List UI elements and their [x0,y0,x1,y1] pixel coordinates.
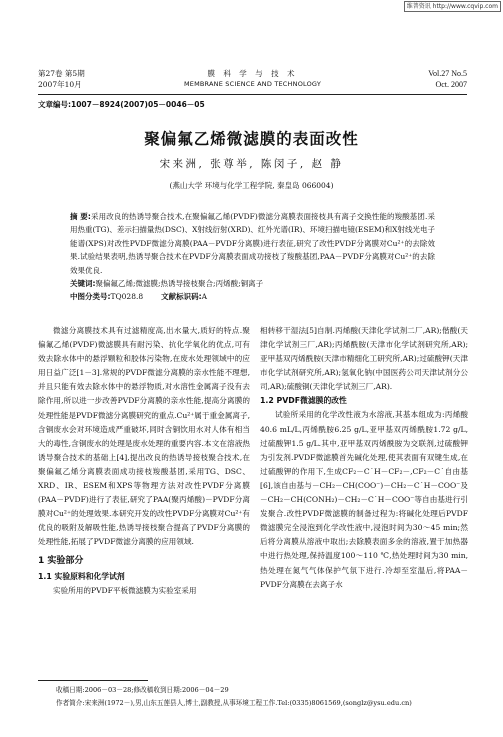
journal-name-en: MEMBRANE SCIENCE AND TECHNOLOGY [183,80,322,88]
document-code-label: 文献标识码: [161,292,202,302]
modification-paragraph: 试验所采用的化学改性液为水溶液,其基本组成为:丙烯酸40.6 mL/L,丙烯酰胺6.25 g/L,亚甲基双丙烯酰胺1.72 g/L,过硫酸钾1.5 g/L.其中,亚甲基双丙烯酰胺为交联剂,过硫酸钾为引发剂.PVDF微滤膜首先碱化处理,使其表面有双键生成,在过硫酸钾的作用下,生成CF₂－C˙H－CF₂－,CF₂－C˙自由基[6],该自由基与－CH₂－CH(COO⁻)－CH₂－C˙H－COO⁻及－CH₂－CH(CONH₂)－CH₂－C˙H－COO⁻等自由基进行引发聚合.改性PVDF微滤膜的制备过程为:将碱化处理后PVDF微滤膜完全浸泡到化学改性液中,浸泡时间为30～45 min;然后将分离膜从溶液中取出;去除膜表面多余的溶液,置于加热器中进行热处理,保持温度100～110 ℃,热处理时间为30 min,热处理在氮气气体保护气氛下进行.冷却至室温后,将PAA－PVDF分离膜在去离子水 [260,410,468,589]
running-head-date: 2007年10月 [38,80,82,89]
subsection-heading-modification: 1.2 PVDF微滤膜的改性 [260,396,347,406]
journal-name-cn: 膜 科 学 与 技 术 [207,69,298,78]
paper-title: 聚偏氟乙烯微滤膜的表面改性 [144,130,359,148]
subsection-heading-materials: 1.1 实验原料和化学试剂 [38,571,125,581]
watermark: 维普资讯 http://www.cqvip.com [404,1,501,12]
intro-paragraph: 微滤分离膜技术具有过滤精度高,出水量大,质好的特点.聚偏氟乙烯(PVDF)微滤膜具有耐污染、抗化学氧化的优点,可有效去除水体中的悬浮颗粒和胶体污染物,在废水处理领域中的应用日益广泛[1－3].常规的PVDF微滤分离膜的亲水性能不理想,并且只能有效去除水体中的悬浮物质,对水溶性金属离子没有去除作用,所以进一步改善PVDF分离膜的亲水性能,提高分离膜的处理性能是PVDF微滤分离膜研究的重点.Cu²⁺属于重金属离子,含铜废水会对环境造成严重破坏,同时含铜饮用水对人体有相当大的毒性,含铜废水的处理是废水处理的重要内容.本文在溶液热诱导聚合技术的基础上[4],提出改良的热诱导接枝聚合技术,在聚偏氟乙烯分离膜表面成功接枝羧酸基团,采用TG、DSC、XRD、IR、ESEM和XPS等物理方法对改性PVDF分离膜(PAA－PVDF)进行了表征,研究了PAA(聚丙烯酸)－PVDF分离膜对Cu²⁺的处理效果.本研究开发的改性PVDF分离膜对Cu²⁺有优良的吸附及解吸性能,热诱导接枝聚合提高了PVDF分离膜的处理性能,拓展了PVDF微滤分离膜的应用领域. [38,326,250,547]
running-head-journal [38,68,467,90]
abstract-label: 摘 要: [70,212,91,221]
running-head-vol-no: Vol.27 No.5 [428,69,467,78]
running-head-volume-issue: 第27卷 第5期 [38,69,85,78]
abstract-block [70,210,435,304]
keywords [70,277,435,290]
classification-code: TQ028.8 [110,292,144,302]
header-rule [38,94,467,95]
running-head [38,68,467,92]
classification-label: 中图分类号: [70,292,111,302]
footnote-rule [38,680,148,681]
author-affiliation: (燕山大学 环境与化学工程学院, 秦皇岛 066004) [169,181,334,190]
document-code: A [201,292,208,302]
keywords-label: 关键词: [70,279,96,289]
running-head-date-en: Oct. 2007 [435,80,467,89]
keywords-text: 聚偏氟乙烯;微滤膜;热诱导接枝聚合;丙烯酸;铜离子 [95,279,264,289]
abstract-text: 采用改良的热诱导聚合技术,在聚偏氟乙烯(PVDF)微滤分离膜表面接枝具有离子交换性能的羧酸基团.采用热重(TG)、差示扫描量热(DSC)、X射线衍射(XRD)、红外光谱(IR)、环境扫描电镜(ESEM)和X射线光电子能谱(XPS)对改性PVDF微滤分离膜(PAA－PVDF分离膜)进行表征,研究了改性PVDF分离膜对Cu²⁺的去除效果.试验结果表明,热诱导聚合技术在PVDF分离膜表面成功接枝了羧酸基团,PAA－PVDF分离膜对Cu²⁺的去除效果优良. [70,212,435,275]
paper-authors: 宋来洲, 张尊举, 陈闵子, 赵 静 [159,158,344,170]
footnote-author: 作者简介:宋来洲(1972－),男,山东五莲县人,博士,副教授,从事环境工程工作.Tel:(0335)8061569,(songlz@ysu.edu.cn) [56,699,412,707]
materials-paragraph-start: 实验所用的PVDF平板微滤膜为实验室采用 [53,585,197,595]
abstract [70,210,435,277]
right-column [260,324,468,592]
materials-paragraph-cont: 相转移干湿法[5]自制.丙烯酸(天津化学试剂二厂,AR);偕酸(天津化学试剂三厂,AR);丙烯酰胺(天津市化学试剂研究所,AR);亚甲基双丙烯酰胺(天津市精细化工研究所,AR);过硫酸钾(天津市化学试剂研究所,AR);氢氧化钠(中国医药公司天津试剂分公司,AR);硫酸铜(天津化学试剂三厂,AR). [260,326,468,392]
classification-line [70,290,435,303]
article-number: 文章编号:1007－8924(2007)05－0046－05 [38,100,205,109]
footnote-received: 收稿日期:2006－03－28;修改稿收到日期:2006－04－29 [56,686,229,694]
section-heading-experimental: 1 实验部分 [38,555,84,566]
running-head-volume-en [428,68,467,90]
left-column [38,324,250,598]
